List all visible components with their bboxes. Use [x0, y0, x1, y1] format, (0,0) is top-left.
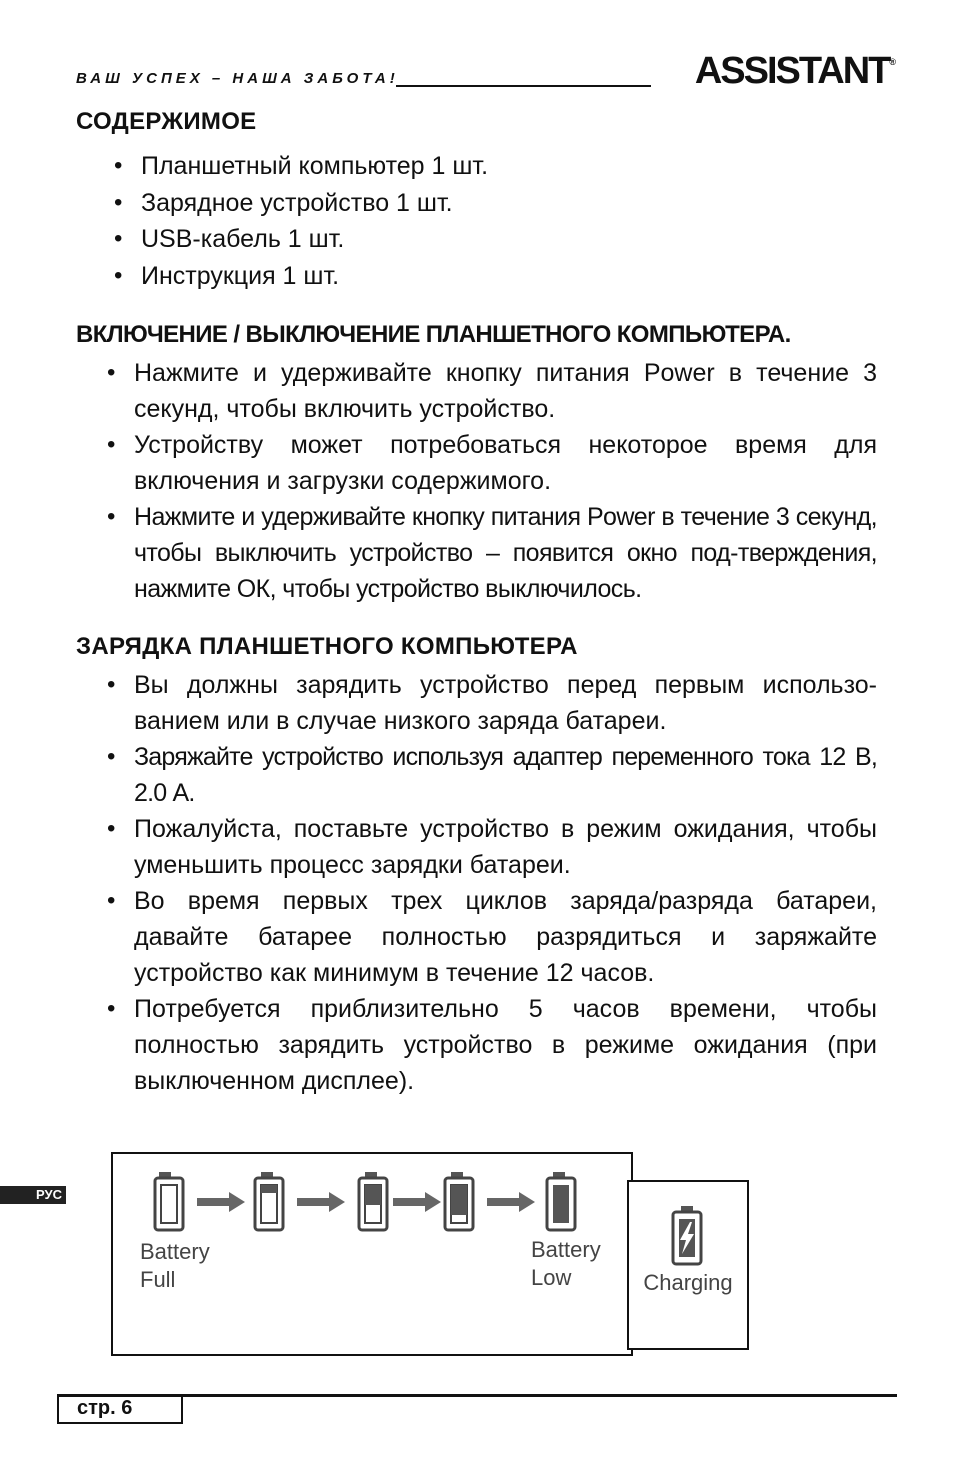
- list-item: • Заряжайте устройство используя адаптер переменного тока 12 В, 2.0 А.: [134, 739, 877, 811]
- charging-indicator: [627, 1180, 749, 1350]
- section-power: [76, 321, 877, 607]
- charging-list: [134, 667, 877, 1099]
- list-item: • Нажмите и удерживайте кнопку питания Power в течение 3 секунд, чтобы включить устройство.: [134, 355, 877, 427]
- list-item: • Устройству может потребоваться некоторое время для включения и загрузки содержимого.: [134, 427, 877, 499]
- tagline-rule: [396, 85, 651, 87]
- battery-quarter-icon: [445, 1172, 473, 1230]
- arrow-icon: [393, 1192, 441, 1212]
- battery-level-diagram: [111, 1152, 633, 1356]
- battery-full-label: Battery Full: [140, 1239, 210, 1292]
- list-item: • Нажмите и удерживайте кнопку питания Power в течение 3 секунд, чтобы выключить устройство – появится окно под-тверждения, нажмите ОК, чтобы устройство выключилось.: [134, 499, 877, 607]
- arrow-icon: [297, 1192, 345, 1212]
- battery-high-icon: [255, 1172, 283, 1230]
- charging-label: Charging: [643, 1270, 733, 1295]
- contents-list: [141, 148, 877, 294]
- section-contents: [76, 108, 877, 294]
- battery-low-icon: [547, 1172, 575, 1230]
- footer-rule: [57, 1394, 897, 1397]
- power-list: [134, 355, 877, 607]
- page-number: стр. 6: [57, 1394, 183, 1424]
- list-item: • Потребуется приблизительно 5 часов времени, чтобы полностью зарядить устройство в режиме ожидания (при выключенном дисплее).: [134, 991, 877, 1099]
- section-title-charging: ЗАРЯДКА ПЛАНШЕТНОГО КОМПЬЮТЕРА: [76, 633, 578, 660]
- arrow-icon: [197, 1192, 245, 1212]
- arrow-icon: [487, 1192, 535, 1212]
- battery-low-label: Battery Low: [531, 1237, 601, 1290]
- page-content: [76, 108, 877, 1099]
- list-item: • Вы должны зарядить устройство перед первым использо-ванием или в случае низкого заряда батареи.: [134, 667, 877, 739]
- page-header: [76, 50, 896, 90]
- list-item: • Пожалуйста, поставьте устройство в режим ожидания, чтобы уменьшить процесс зарядки батареи.: [134, 811, 877, 883]
- section-title-power: ВКЛЮЧЕНИЕ / ВЫКЛЮЧЕНИЕ ПЛАНШЕТНОГО КОМПЬЮТЕРА.: [76, 321, 791, 348]
- list-item: • Во время первых трех циклов заряда/разряда батареи, давайте батарее полностью разрядиться и заряжайте устройство как минимум в течение 12 часов.: [134, 883, 877, 991]
- list-item: • Зарядное устройство 1 шт.: [141, 185, 877, 222]
- list-item: • Планшетный компьютер 1 шт.: [141, 148, 877, 185]
- section-charging: [76, 633, 877, 1099]
- language-tab: РУС: [0, 1186, 66, 1204]
- brand-name: ASSISTANT: [694, 50, 890, 92]
- registered-mark: ®: [889, 57, 896, 68]
- list-item: • Инструкция 1 шт.: [141, 258, 877, 295]
- list-item: • USB-кабель 1 шт.: [141, 221, 877, 258]
- battery-half-icon: [359, 1172, 387, 1230]
- tagline: ВАШ УСПЕХ – НАША ЗАБОТА!: [76, 70, 399, 87]
- brand-logo: [695, 50, 896, 93]
- battery-full-icon: [155, 1172, 183, 1230]
- section-title-contents: СОДЕРЖИМОЕ: [76, 108, 257, 135]
